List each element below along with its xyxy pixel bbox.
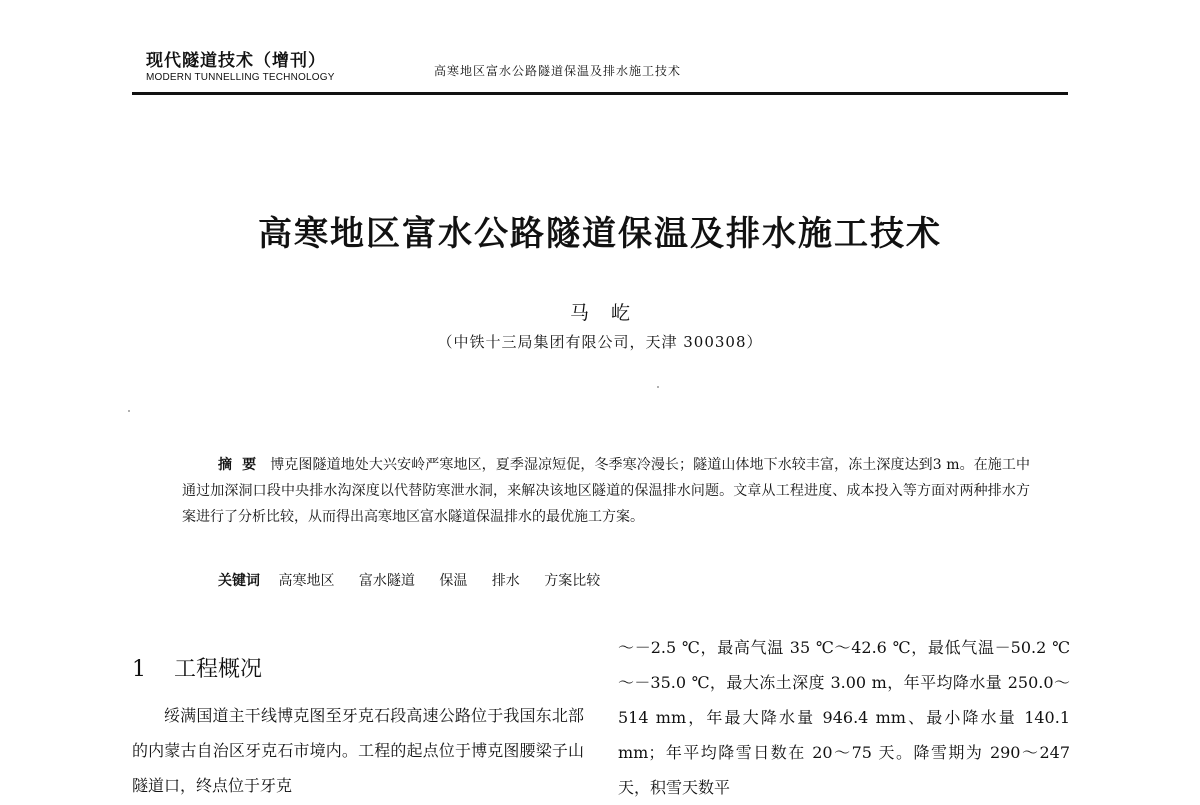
abstract-paragraph [182,452,1030,530]
author-name: 马屹 [569,302,652,324]
body-paragraph: 绥满国道主干线博克图至牙克石段高速公路位于我国东北部的内蒙古自治区牙克石市境内。工程的起点位于博克图腰梁子山隧道口，终点位于牙克 [132,706,584,795]
keyword: 富水隧道 [358,573,415,589]
abstract [182,452,1030,530]
scan-speck [128,410,130,412]
abstract-label: 摘要 [218,457,267,473]
keywords [218,570,620,590]
keyword: 方案比较 [544,573,601,589]
journal-name-cn: 现代隧道技术（增刊） [146,51,326,71]
body-paragraph: ～－2.5 ℃，最高气温 35 ℃～42.6 ℃，最低气温－50.2 ℃～－35.0 ℃，最大冻土深度 3.00 m，年平均降水量 250.0～514 mm，年最大降水量 946.4 mm、最小降水量 140.1 mm；年平均降雪日数在 20～75 天。降雪期为 290～247 天，积雪天数平 [618,638,1070,797]
right-column [618,630,1070,805]
section-number: 1 [132,657,146,682]
section-title: 工程概况 [174,657,263,682]
keyword: 保温 [439,573,468,589]
paper-title: 高寒地区富水公路隧道保温及排水施工技术 [258,214,942,254]
journal-name-en: MODERN TUNNELLING TECHNOLOGY [146,72,335,83]
keyword: 排水 [491,573,520,589]
author-affiliation: （中铁十三局集团有限公司，天津 300308） [437,333,763,351]
scan-speck [657,386,659,388]
keywords-label: 关键词 [218,573,260,589]
abstract-text: 博克图隧道地处大兴安岭严寒地区，夏季湿凉短促，冬季寒冷漫长；隧道山体地下水较丰富，冻土深度达到3 m。在施工中通过加深洞口段中央排水沟深度以代替防寒泄水洞，来解决该地区隧道的保温排水问题。文章从工程进度、成本投入等方面对两种排水方案进行了分析比较，从而得出高寒地区富水隧道保温排水的最优施工方案。 [182,457,1030,525]
keyword: 高寒地区 [278,573,335,589]
running-title: 高寒地区富水公路隧道保温及排水施工技术 [434,64,682,78]
header-rule [132,92,1068,95]
left-column [132,698,584,803]
section-heading [132,652,262,683]
